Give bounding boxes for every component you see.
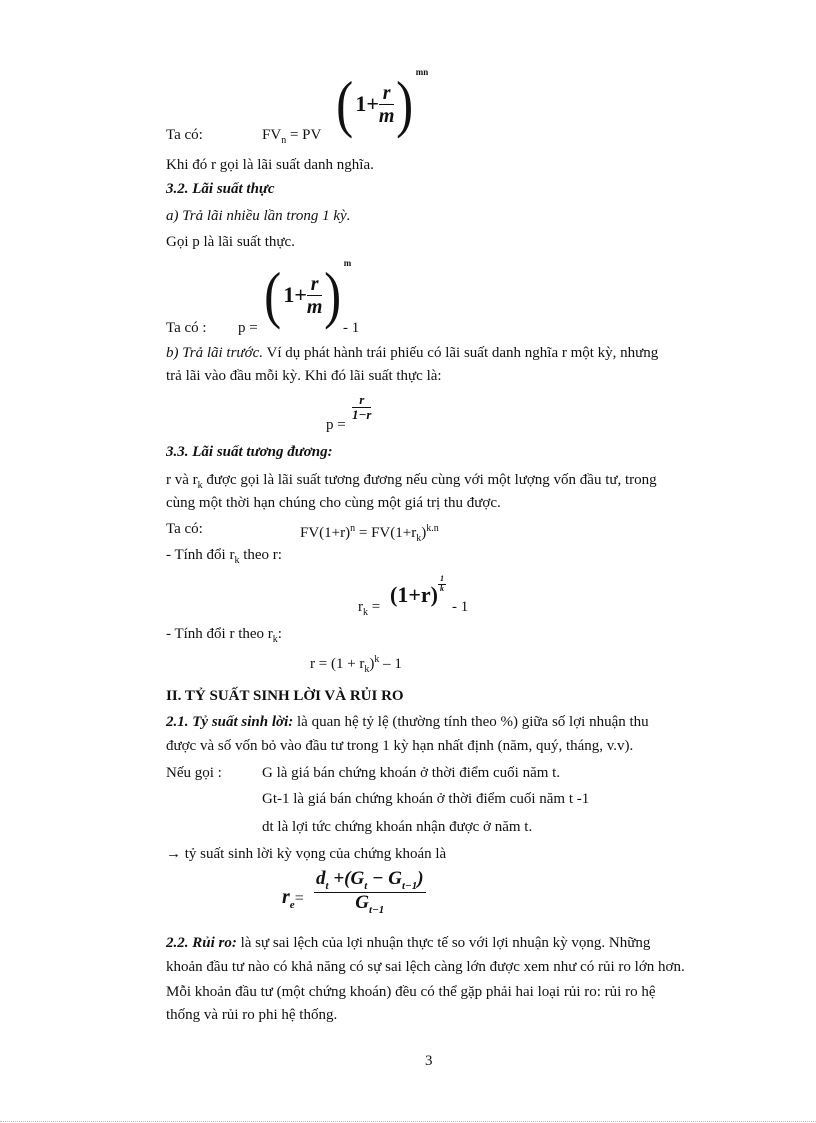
formula-fv-rhs: (1+ $\frac{r}{m}$ ) $^{mn}$	[336, 67, 429, 139]
text-2-2-line3: Mỗi khoản đầu tư (một chứng khoán) đều có thể gặp phải hai loại rủi ro: rủi ro hệ	[166, 984, 656, 1000]
text-tinh-doi-rk: - Tính đổi $r_k$ theo r:	[166, 547, 282, 566]
text-b-line2: trả lãi vào đầu mỗi kỳ. Khi đó lãi suất thực là:	[166, 368, 442, 384]
text-neu-goi-label: Nếu gọi :	[166, 765, 222, 781]
text-2-1-line2: được và số vốn bỏ vào đầu tư trong 1 kỳ hạn nhất định (năm, quý, tháng, v.v).	[166, 738, 634, 754]
heading-section-2: II. TỶ SUẤT SINH LỜI VÀ RỦI RO	[166, 688, 404, 704]
formula-r: $r = (1 + r_k)^k - 1$	[310, 654, 402, 675]
text-2-2-line2: khoản đầu tư nào có khả năng có sự sai lệch càng lớn được xem như có rủi ro lớn hơn.	[166, 959, 685, 975]
text-goi-p: Gọi p là lãi suất thực.	[166, 234, 295, 250]
text-2-2-line1: 2.2. Rủi ro: là sự sai lệch của lợi nhuận thực tế so với lợi nhuận kỳ vọng. Những	[166, 935, 651, 951]
formula-rk-rhs: (1+r) $\frac{1}{k}$	[390, 574, 444, 607]
page-bottom-border	[0, 1121, 816, 1122]
heading-3-3: 3.3. Lãi suất tương đương:	[166, 444, 333, 460]
formula-rk-minus: - 1	[452, 599, 469, 615]
formula-re-frac: $\frac{d_t +(G_t - G_{t-1})}{G_{t-1}}$	[316, 868, 424, 916]
formula-p-label: Ta có :	[166, 320, 207, 336]
text-ty-suat-ky-vong: → tỷ suất sinh lời kỳ vọng của chứng khoán là	[166, 846, 447, 862]
text-3-3-line2: cùng một thời hạn chúng cho cùng một giá trị thu được.	[166, 495, 501, 511]
text-gt1: Gt-1 là giá bán chứng khoán ở thời điểm cuối năm t -1	[262, 791, 590, 807]
text-neu-goi-g: G là giá bán chứng khoán ở thời điểm cuối năm t.	[262, 765, 561, 781]
formula-fv-lhs: $FV_n$ = PV	[262, 127, 322, 146]
formula-fv2-label: Ta có:	[166, 521, 203, 537]
text-b-line1: b) Trả lãi trước. Ví dụ phát hành trái phiếu có lãi suất danh nghĩa r một kỳ, nhưng	[166, 345, 659, 361]
formula-fv2: $FV(1+r)^n = FV(1+r_k)^{k.n}$	[300, 523, 439, 544]
text-dt: dt là lợi tức chứng khoán nhận được ở năm t.	[262, 819, 533, 835]
text-khi-do: Khi đó r gọi là lãi suất danh nghĩa.	[166, 157, 374, 173]
formula-rk-lhs: $r_k$ =	[358, 599, 381, 618]
formula-p-minus: - 1	[343, 320, 360, 336]
formula-p2-frac: $\frac{r}{1-r}$	[352, 392, 372, 423]
text-2-2-line4: thống và rủi ro phi hệ thống.	[166, 1007, 338, 1023]
text-3-3-line1: r và $r_k$ được gọi là lãi suất tương đương nếu cùng với một lượng vốn đầu tư, trong	[166, 472, 657, 491]
formula-fv-label: Ta có:	[166, 127, 203, 143]
heading-3-2: 3.2. Lãi suất thực	[166, 181, 275, 197]
page-number: 3	[425, 1053, 433, 1069]
formula-p2-lhs: p =	[326, 417, 346, 433]
formula-re-lhs: $r_e=$	[282, 886, 304, 911]
formula-p-rhs: (1+ $\frac{r}{m}$ ) $^m$	[264, 258, 352, 330]
text-2-1-line1: 2.1. Tỷ suất sinh lời: là quan hệ tỷ lệ (thường tính theo %) giữa số lợi nhuận thu	[166, 714, 649, 730]
text-tinh-doi-r: - Tính đổi r theo $r_k$:	[166, 626, 282, 645]
subheading-a: a) Trả lãi nhiều lần trong 1 kỳ.	[166, 208, 351, 224]
formula-p-lhs: p =	[238, 320, 258, 336]
